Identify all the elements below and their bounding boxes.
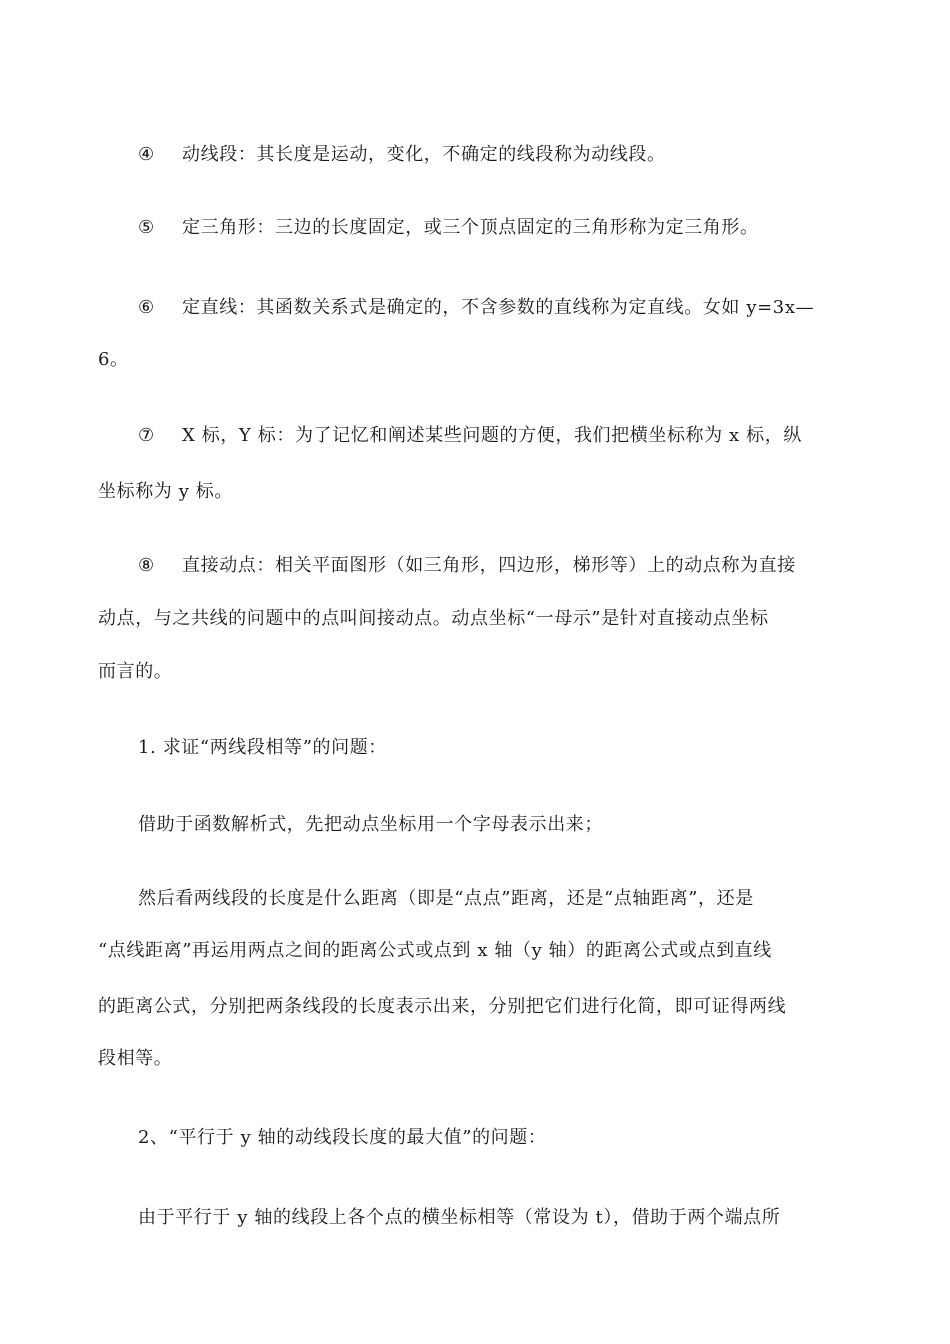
definition-text: 定直线：其函数关系式是确定的，不含参数的直线称为定直线。女如 y=3x— [182,297,815,318]
body-paragraph-line-4: 段相等。 [98,1048,173,1069]
definition-text: 定三角形：三边的长度固定，或三个顶点固定的三角形称为定三角形。 [182,217,759,238]
definition-item-6-line-2: 6。 [98,349,129,370]
section-heading-1: 1. 求证“两线段相等”的问题： [138,737,387,758]
definition-item-7-line-1 [138,424,898,448]
definition-text: 直接动点：相关平面图形（如三角形，四边形，梯形等）上的动点称为直接 [182,555,796,576]
definition-item-8-line-2: 动点，与之共线的问题中的点叫间接动点。动点坐标“一母示”是针对直接动点坐标 [98,608,769,629]
definition-text: 动线段：其长度是运动，变化，不确定的线段称为动线段。 [182,144,666,165]
definition-item-5-line-1 [138,216,898,240]
definition-item-4-line-1 [138,143,898,167]
definition-item-6-line-1 [138,296,898,320]
definition-item-7-line-2: 坐标称为 y 标。 [98,481,234,502]
definition-text: X 标，Y 标：为了记忆和阐述某些问题的方便，我们把横坐标称为 x 标，纵 [182,425,802,446]
body-paragraph: 由于平行于 y 轴的线段上各个点的横坐标相等（常设为 t），借助于两个端点所 [138,1207,781,1228]
section-heading-2: 2、“平行于 y 轴的动线段长度的最大值”的问题： [138,1127,547,1148]
circled-number-4: ④ [138,144,155,165]
circled-number-7: ⑦ [138,425,155,446]
circled-number-8: ⑧ [138,555,155,576]
circled-number-6: ⑥ [138,297,155,318]
definition-item-8-line-1 [138,554,898,578]
body-paragraph-line-3: 的距离公式，分别把两条线段的长度表示出来，分别把它们进行化简，即可证得两线 [98,996,787,1017]
body-paragraph-line-1: 然后看两线段的长度是什么距离（即是“点点”距离，还是“点轴距离”，还是 [138,888,754,909]
body-paragraph-line-2: “点线距离”再运用两点之间的距离公式或点到 x 轴（y 轴）的距离公式或点到直线 [98,940,772,961]
circled-number-5: ⑤ [138,217,155,238]
body-paragraph: 借助于函数解析式，先把动点坐标用一个字母表示出来； [138,814,603,835]
definition-item-8-line-3: 而言的。 [98,661,173,682]
